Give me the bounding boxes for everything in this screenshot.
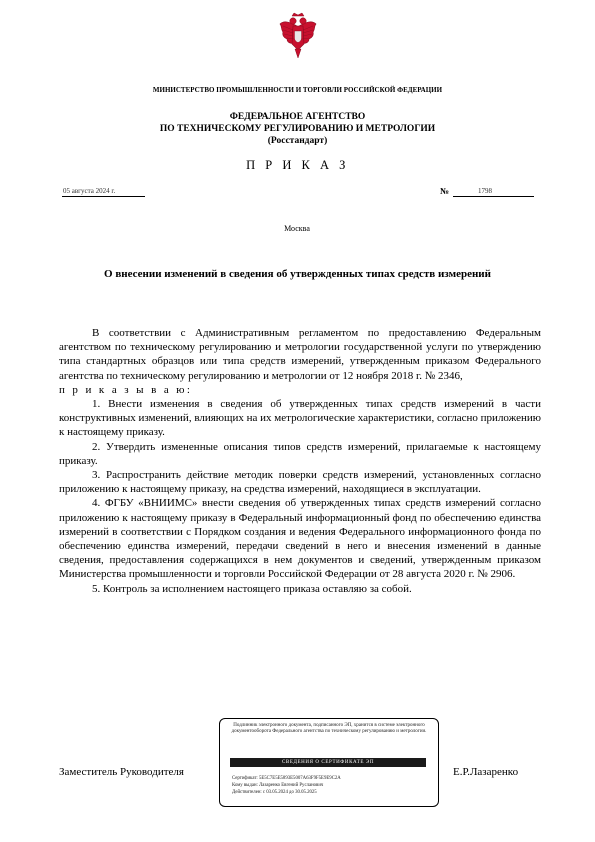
item-1: 1. Внести изменения в сведения об утвержденных типах средств измерений в части конструктивных изменений, влияющих на их метрологические характеристики, согласно приложению к настоящему приказу.: [59, 398, 541, 439]
agency-name: [100, 111, 495, 147]
stamp-owner: Кому выдан: Лазаренко Евгений Русланович: [232, 783, 324, 788]
item-2: 2. Утвердить измененные описания типов средств измерений, прилагаемые к настоящему приказу.: [59, 440, 541, 467]
electronic-signature-stamp: [219, 718, 439, 807]
order-number: 1798: [453, 187, 534, 197]
city: Москва: [284, 224, 310, 233]
document-type-title: П Р И К А З: [246, 158, 349, 172]
stamp-band: СВЕДЕНИЯ О СЕРТИФИКАТЕ ЭП: [230, 758, 426, 767]
order-subject: О внесении изменений в сведения об утвержденных типах средств измерений: [104, 268, 491, 280]
intro-paragraph: В соответствии с Административным регламентом по предоставлению Федеральным агентством по техническому регулированию и метрологии государственной услуги по утверждению типа стандартных образцов или типа средств измерений, утвержденным приказом Федерального агентства по техническому регулированию и метрологии от 12 ноября 2018 г. № 2346,: [59, 327, 541, 382]
agency-line-1: ФЕДЕРАЛЬНОЕ АГЕНТСТВО: [229, 112, 366, 122]
stamp-note: Подлинник электронного документа, подписанного ЭП, хранится в системе электронного документооборота Федерального агентства по техническому регулированию и метрологии.: [231, 723, 427, 735]
agency-short-name: (Росстандарт): [267, 136, 328, 146]
item-3: 3. Распространить действие методик поверки средств измерений, установленных согласно приложению к настоящему приказу, на средства измерений, находящиеся в эксплуатации.: [59, 469, 541, 496]
agency-line-2: ПО ТЕХНИЧЕСКОМУ РЕГУЛИРОВАНИЮ И МЕТРОЛОГИИ: [159, 124, 436, 134]
ministry-name: МИНИСТЕРСТВО ПРОМЫШЛЕННОСТИ И ТОРГОВЛИ РОССИЙСКОЙ ФЕДЕРАЦИИ: [152, 86, 443, 94]
decree-word: п р и к а з ы в а ю:: [59, 383, 193, 396]
stamp-certificate: Сертификат: 5E5C7E5E5893E5007A63F9F5E9E9C2A: [232, 776, 341, 781]
order-number-label: №: [440, 186, 450, 196]
coat-of-arms-icon: [278, 12, 318, 62]
item-5: 5. Контроль за исполнением настоящего приказа оставляю за собой.: [92, 582, 412, 595]
signer-title: Заместитель Руководителя: [59, 766, 184, 778]
signer-name: Е.Р.Лазаренко: [453, 766, 519, 778]
item-4: 4. ФГБУ «ВНИИМС» внести сведения об утвержденных типах средств измерений согласно приложению к настоящему приказу в Федеральный информационный фонд по обеспечению единства измерений в соответствии с Порядком создания и ведения Федерального информационного фонда по обеспечению единства измерений, передачи сведений в него и внесения изменений в данные сведения, предоставления содержащихся в нем документов и сведений, утвержденным приказом Министерства промышленности и торговли Российской Федерации от 28 августа 2020 г. № 2906.: [59, 497, 541, 581]
order-date: 05 августа 2024 г.: [62, 187, 145, 197]
order-body: [59, 326, 541, 596]
stamp-validity: Действителен: с 03.05.2024 до 30.05.2025: [232, 790, 317, 795]
